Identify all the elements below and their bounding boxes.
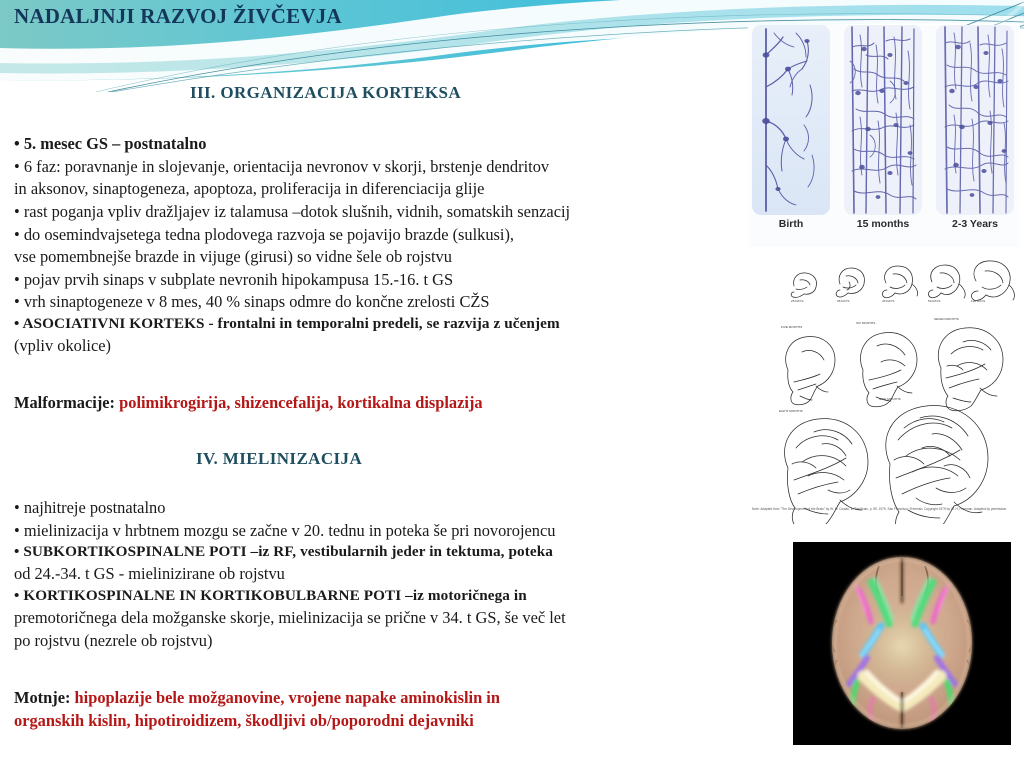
stage-label: SEVEN MONTHS (934, 317, 959, 321)
list-item: • do osemindvajsetega tedna plodovega razvoja se pojavijo brazde (sulkusi), (14, 224, 515, 244)
synapse-panel-birth (752, 25, 830, 215)
list-item: • 5. mesec GS – postnatalno (14, 134, 207, 153)
neuron-sparse-illustration (752, 25, 830, 215)
section-heading-mielinizacija: IV. MIELINIZACIJA (196, 449, 363, 468)
neuron-dense-illustration (844, 25, 922, 215)
stage-label: 25 DAYS (791, 299, 804, 303)
brain-development-stages-figure (750, 252, 1022, 524)
panel-caption: 2-3 Years (952, 218, 998, 230)
stage-label: 50 DAYS (928, 299, 941, 303)
dti-axial-slice (793, 542, 1011, 745)
list-item: • mielinizacija v hrbtnem mozgu se začne v 20. tednu in poteka še pri novorojencu (14, 520, 556, 540)
list-item: od 24.-34. t GS - mielinizirane ob rojstvu (14, 564, 285, 584)
panel-caption: Birth (778, 218, 804, 230)
panel-caption: 15 months (856, 218, 910, 230)
list-item: • KORTIKOSPINALNE IN KORTIKOBULBARNE POTI –iz motoričnega in (14, 586, 527, 604)
list-item: po rojstvu (nezrele ob rojstvu) (14, 630, 213, 650)
malformacije-label: Malformacije: (14, 393, 116, 412)
motnje-block (14, 687, 744, 732)
dti-tractography-figure (793, 542, 1011, 745)
list-item: • najhitreje postnatalno (14, 498, 166, 517)
figure-citation: Note: Adapted from "The Development of the Brain" by W. M. Cowan, in The Brain, p. 59, 1979, San Francisco: Freeman. Copyright 1979 by W. H. Freeman. Adapted by permission. (752, 507, 1008, 511)
list-item: • SUBKORTIKOSPINALNE POTI –iz RF, vestibularnih jeder in tektuma, poteka (14, 543, 553, 561)
list-item: premotoričnega dela možganske skorje, mielinizacija se prične v 34. t GS, še več let (14, 607, 566, 627)
stage-label: NINE MONTHS (879, 397, 901, 401)
stage-label: EIGHT MONTHS (779, 409, 803, 413)
stage-label: FIVE MONTHS (781, 325, 803, 329)
section-heading-organizacija: III. ORGANIZACIJA KORTEKSA (190, 83, 461, 102)
synapse-panel-2-3-years (936, 25, 1014, 215)
korteks-bullet-list (14, 133, 744, 358)
list-item: • pojav prvih sinaps v subplate nevronih hipokampusa 15.-16. t GS (14, 269, 454, 289)
stage-label: SIX MONTHS (856, 321, 876, 325)
synaptic-density-figure (748, 25, 1020, 247)
motnje-line-1: hipoplazije bele možganovine, vrojene napake aminokislin in (70, 688, 500, 707)
list-item: in aksonov, sinaptogeneza, apoptoza, proliferacija in diferenciacija glije (14, 179, 485, 199)
brain-stages-line-drawing (750, 252, 1022, 524)
list-item: • 6 faz: poravnanje in slojevanje, orientacija nevronov v skorji, brstenje dendritov (14, 156, 550, 176)
stage-label: 40 DAYS (882, 299, 895, 303)
stage-label: 100 DAYS (971, 299, 986, 303)
neuron-pruned-illustration (936, 25, 1014, 215)
mielinizacija-bullet-list (14, 497, 744, 652)
list-item: • vrh sinaptogeneze v 8 mes, 40 % sinaps odmre do končne zrelosti CŽS (14, 292, 490, 312)
malformacije-value: polimikrogirija, shizencefalija, kortikalna displazija (115, 393, 483, 412)
list-item: • ASOCIATIVNI KORTEKS - frontalni in temporalni predeli, se razvija z učenjem (14, 315, 560, 333)
motnje-line-2: organskih kislin, hipotiroidizem, škodljivi ob/poporodni dejavniki (14, 710, 474, 730)
list-item: (vpliv okolice) (14, 336, 111, 356)
deck-title: NADALJNJI RAZVOJ ŽIVČEVJA (14, 4, 342, 28)
synapse-panel-15-months (844, 25, 922, 215)
stage-label: 35 DAYS (837, 299, 850, 303)
malformacije-line (14, 392, 744, 415)
list-item: vse pomembnejše brazde in vijuge (girusi) so vidne šele ob rojstvu (14, 247, 452, 267)
list-item: • rast poganja vpliv dražljajev iz talamusa –dotok slušnih, vidnih, somatskih senzacij (14, 201, 571, 221)
motnje-label: Motnje: (14, 688, 71, 707)
